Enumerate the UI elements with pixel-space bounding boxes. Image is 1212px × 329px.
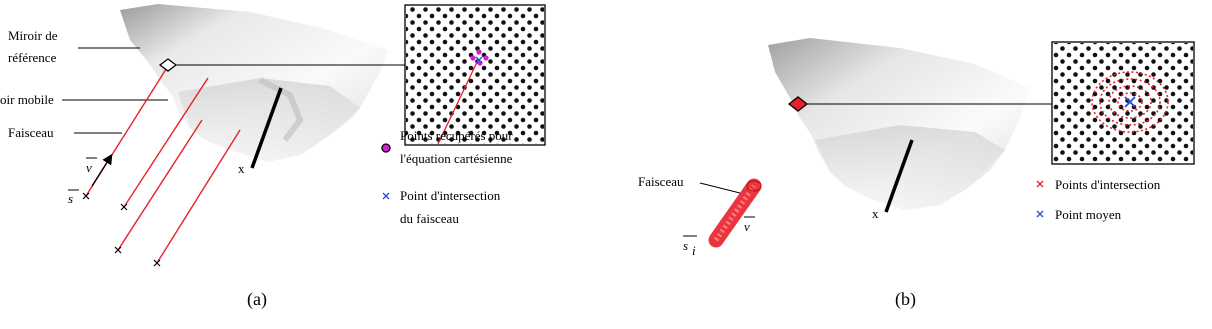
- reference-mirror-label-2: référence: [8, 50, 57, 65]
- beam-a-3: [118, 120, 202, 250]
- caption-b: (b): [895, 289, 916, 309]
- panel-a: [0, 4, 545, 310]
- vector-s-subscript-b: i: [692, 243, 696, 258]
- legend-marker-points: [382, 144, 390, 152]
- legend-points-line2: l'équation cartésienne: [400, 151, 513, 166]
- beam-origin-2: [121, 204, 127, 210]
- zoom-inset-a: [405, 5, 545, 145]
- vector-s-label-a: s: [68, 191, 74, 206]
- beam-label: Faisceau: [8, 125, 54, 140]
- zoom-inset-b: [1052, 42, 1194, 164]
- panel-b: [638, 38, 1194, 310]
- legend-marker-intersection: [383, 193, 389, 199]
- reference-mirror-label: Miroir de: [8, 28, 58, 43]
- vector-v-arrow-a: [92, 156, 111, 186]
- beam-origin-4: [154, 260, 160, 266]
- legend-mean-label: Point moyen: [1055, 207, 1122, 222]
- beam-origin-3: [115, 247, 121, 253]
- legend-marker-intersections: [1037, 181, 1043, 187]
- legend-b: [1037, 177, 1161, 222]
- vector-v-label-a: v: [86, 160, 92, 175]
- beam-label-b: Faisceau: [638, 174, 684, 189]
- mirror-surface-a: [120, 4, 388, 162]
- beam-a-4: [157, 130, 240, 263]
- x-axis-label-a: x: [238, 161, 245, 176]
- legend-points-line1: Points récupérés pour: [400, 128, 513, 143]
- vector-v-label-b: v: [744, 219, 750, 234]
- mirror-surface-b: [768, 38, 1030, 210]
- vector-s-label-b: s: [683, 238, 689, 253]
- legend-intersection-line2: du faisceau: [400, 211, 459, 226]
- mobile-mirror-label: oir mobile: [0, 92, 54, 107]
- legend-a: [382, 128, 513, 226]
- x-axis-label-b: x: [872, 206, 879, 221]
- beam-leader-b: [700, 183, 740, 193]
- beam-a-2: [124, 78, 208, 207]
- caption-a: (a): [247, 289, 267, 309]
- legend-intersection-line1: Point d'intersection: [400, 188, 501, 203]
- beam-bundle-b: [716, 181, 761, 240]
- beam-origin-1: [83, 193, 89, 199]
- legend-marker-mean: [1037, 211, 1043, 217]
- legend-intersections-label: Points d'intersection: [1055, 177, 1161, 192]
